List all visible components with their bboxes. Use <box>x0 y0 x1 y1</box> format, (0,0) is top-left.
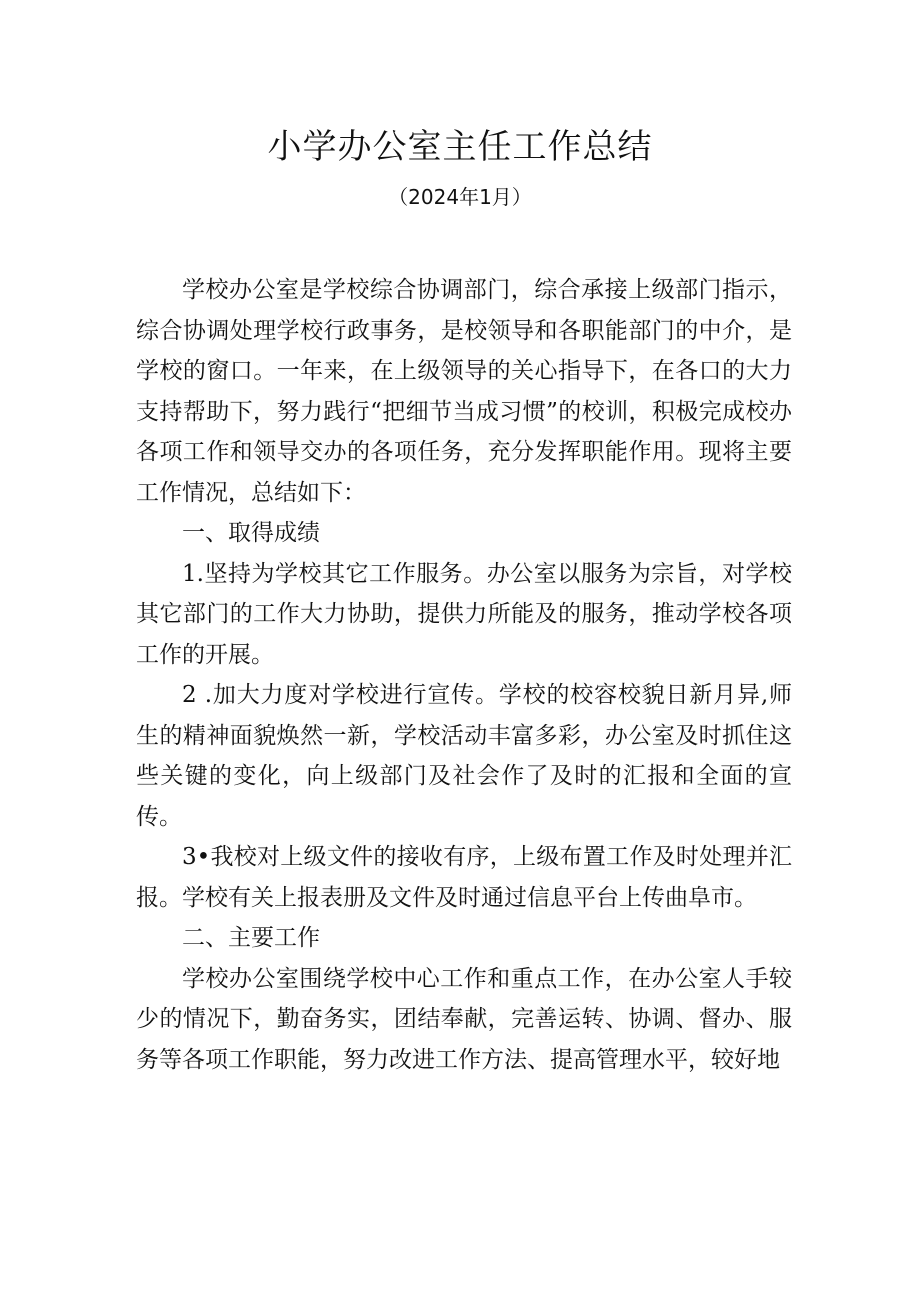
document-date: （2024年1月） <box>388 185 532 209</box>
paragraph-item-3: 3•我校对上级文件的接收有序，上级布置工作及时处理并汇报。学校有关上报表册及文件及时通过信息平台上传曲阜市。 <box>136 844 792 911</box>
document-body <box>136 270 792 1080</box>
paragraph-item-2: 2 .加大力度对学校进行宣传。学校的校容校貌日新月异,师生的精神面貌焕然一新，学校活动丰富多彩，办公室及时抓住这些关键的变化，向上级部门及社会作了及时的汇报和全面的宣传。 <box>136 682 792 830</box>
document-title: 小学办公室主任工作总结 <box>267 127 653 167</box>
section-heading-achievements: 一、取得成绩 <box>182 520 320 546</box>
section-heading-main-work: 二、主要工作 <box>182 925 320 951</box>
paragraph-main-work: 学校办公室围绕学校中心工作和重点工作，在办公室人手较少的情况下，勤奋务实，团结奉献，完善运转、协调、督办、服务等各项工作职能，努力改进工作方法、提高管理水平，较好地 <box>136 965 792 1073</box>
paragraph-item-1: 1.坚持为学校其它工作服务。办公室以服务为宗旨，对学校其它部门的工作大力协助，提供力所能及的服务，推动学校各项工作的开展。 <box>136 560 792 668</box>
paragraph-intro: 学校办公室是学校综合协调部门，综合承接上级部门指示，综合协调处理学校行政事务，是校领导和各职能部门的中介，是学校的窗口。一年来，在上级领导的关心指导下，在各口的大力支持帮助下，努力践行“把细节当成习惯”的校训，积极完成校办各项工作和领导交办的各项任务，充分发挥职能作用。现将主要工作情况，总结如下： <box>136 277 792 506</box>
